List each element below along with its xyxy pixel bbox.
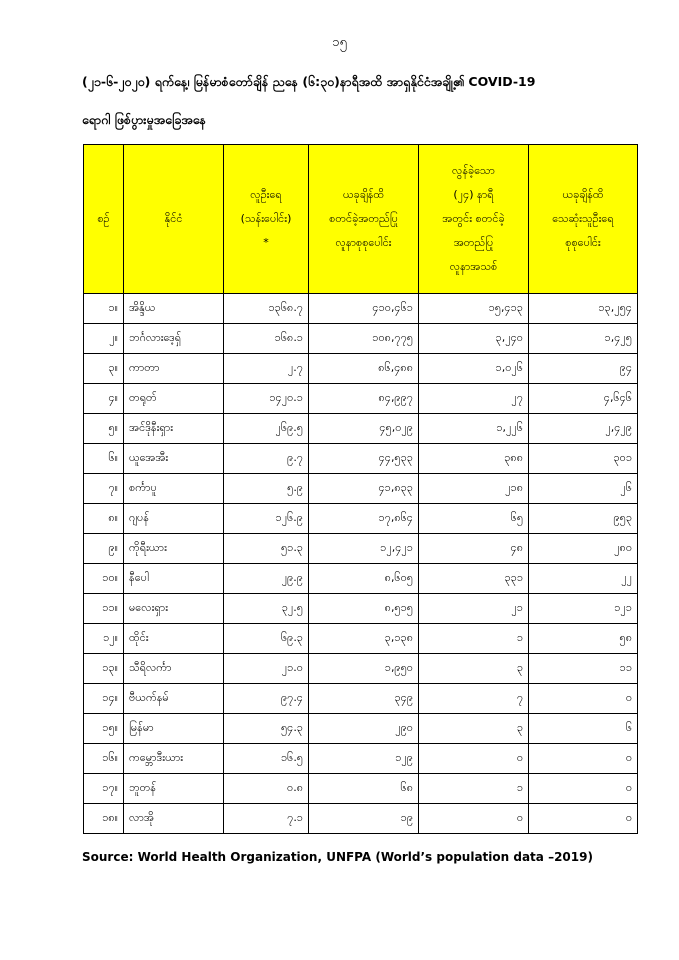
cell-serial-number: ၁၆။ xyxy=(84,744,124,774)
cell-country: ကမ္ဘောဒီးယား xyxy=(124,744,224,774)
cell-total-deaths: ၂၂ xyxy=(529,564,638,594)
cell-new-cases: ၄၈ xyxy=(419,534,529,564)
cell-population: ၁၄၂၀.၁ xyxy=(224,384,309,414)
cell-serial-number: ၉။ xyxy=(84,534,124,564)
cell-population: ၂၉.၉ xyxy=(224,564,309,594)
cell-population: ၂၁.၀ xyxy=(224,654,309,684)
table-row xyxy=(84,354,638,384)
cell-country: မြန်မာ xyxy=(124,714,224,744)
cell-serial-number: ၂။ xyxy=(84,324,124,354)
table-row xyxy=(84,564,638,594)
cell-total-confirmed: ၄၁၀,၄၆၁ xyxy=(309,294,419,324)
cell-country: ဘူတန် xyxy=(124,774,224,804)
cell-total-confirmed: ၈,၅၁၅ xyxy=(309,594,419,624)
cell-population: ၆၉.၃ xyxy=(224,624,309,654)
cell-total-deaths: ၉၄ xyxy=(529,354,638,384)
table-row xyxy=(84,444,638,474)
cell-total-confirmed: ၄၁,၈၃၃ xyxy=(309,474,419,504)
cell-new-cases: ၃၈၈ xyxy=(419,444,529,474)
cell-total-deaths: ၃၀၁ xyxy=(529,444,638,474)
cell-serial-number: ၁၃။ xyxy=(84,654,124,684)
cell-total-deaths: ၂,၄၂၉ xyxy=(529,414,638,444)
cell-new-cases: ၃,၂၄၀ xyxy=(419,324,529,354)
table-row xyxy=(84,414,638,444)
cell-new-cases: ၁,၀၂၆ xyxy=(419,354,529,384)
table-row xyxy=(84,504,638,534)
cell-total-confirmed: ၁,၉၅၀ xyxy=(309,654,419,684)
cell-new-cases: ၁ xyxy=(419,774,529,804)
cell-total-deaths: ၁၂၁ xyxy=(529,594,638,624)
cell-total-confirmed: ၂၉၀ xyxy=(309,714,419,744)
cell-serial-number: ၁။ xyxy=(84,294,124,324)
cell-total-confirmed: ၁၂,၄၂၁ xyxy=(309,534,419,564)
cell-country: အင်ဒိုနီးရှား xyxy=(124,414,224,444)
table-row xyxy=(84,474,638,504)
table-row xyxy=(84,714,638,744)
cell-total-deaths: ၉၅၃ xyxy=(529,504,638,534)
table-row xyxy=(84,684,638,714)
cell-total-confirmed: ၁၂၉ xyxy=(309,744,419,774)
header-population: လူဦးရေ (သန်းပေါင်း) * xyxy=(224,145,309,294)
cell-total-confirmed: ၁၇,၈၆၄ xyxy=(309,504,419,534)
table-row xyxy=(84,774,638,804)
cell-country: ထိုင်း xyxy=(124,624,224,654)
cell-serial-number: ၇။ xyxy=(84,474,124,504)
cell-population: ၂.၇ xyxy=(224,354,309,384)
cell-new-cases: ၆၅ xyxy=(419,504,529,534)
cell-new-cases: ၂၁၈ xyxy=(419,474,529,504)
cell-total-confirmed: ၈၆,၄၈၈ xyxy=(309,354,419,384)
table-row xyxy=(84,384,638,414)
heading-line-2: ရောဂါ ဖြစ်ပွားမှုအခြေအနေ xyxy=(82,112,206,127)
cell-total-deaths: ၁,၄၂၅ xyxy=(529,324,638,354)
cell-total-confirmed: ၁၀၈,၇၇၅ xyxy=(309,324,419,354)
header-total-confirmed: ယခုချိန်ထိ စတင်ခဲ့အတည်ပြု လူနာစုစုပေါင်း xyxy=(309,145,419,294)
cell-total-confirmed: ၈၄,၉၉၇ xyxy=(309,384,419,414)
cell-population: ၅၁.၃ xyxy=(224,534,309,564)
cell-country: ကိုရီးယား xyxy=(124,534,224,564)
cell-population: ၀.၈ xyxy=(224,774,309,804)
cell-country: ဂျပန် xyxy=(124,504,224,534)
cell-total-confirmed: ၄၄,၅၃၃ xyxy=(309,444,419,474)
table-row xyxy=(84,654,638,684)
cell-population: ၁၂၆.၉ xyxy=(224,504,309,534)
cell-population: ၁၆.၅ xyxy=(224,744,309,774)
source-note: Source: World Health Organization, UNFPA (World’s population data –2019) xyxy=(82,850,593,864)
cell-population: ၃၂.၅ xyxy=(224,594,309,624)
cell-new-cases: ၃၃၁ xyxy=(419,564,529,594)
cell-serial-number: ၁၇။ xyxy=(84,774,124,804)
cell-population: ၂၆၉.၅ xyxy=(224,414,309,444)
cell-total-confirmed: ၄၅,၀၂၉ xyxy=(309,414,419,444)
cell-population: ၅၄.၃ xyxy=(224,714,309,744)
cell-new-cases: ၂၁ xyxy=(419,594,529,624)
cell-new-cases: ၁,၂၂၆ xyxy=(419,414,529,444)
cell-total-deaths: ၁၁ xyxy=(529,654,638,684)
table-row xyxy=(84,294,638,324)
cell-population: ၁၃၆၈.၇ xyxy=(224,294,309,324)
cell-total-confirmed: ၁၉ xyxy=(309,804,419,834)
cell-total-deaths: ၂၆ xyxy=(529,474,638,504)
cell-total-deaths: ၁၃,၂၅၄ xyxy=(529,294,638,324)
cell-population: ၇.၁ xyxy=(224,804,309,834)
cell-population: ၁၆၈.၁ xyxy=(224,324,309,354)
cell-new-cases: ၇ xyxy=(419,684,529,714)
cell-population: ၉၇.၄ xyxy=(224,684,309,714)
table-row xyxy=(84,624,638,654)
cell-country: သီရိလင်္ကာ xyxy=(124,654,224,684)
cell-serial-number: ၅။ xyxy=(84,414,124,444)
table-body xyxy=(84,294,638,834)
cell-country: စင်္ကာပူ xyxy=(124,474,224,504)
cell-total-deaths: ၂၈၀ xyxy=(529,534,638,564)
cell-serial-number: ၁၁။ xyxy=(84,594,124,624)
cell-serial-number: ၁၈။ xyxy=(84,804,124,834)
header-total-deaths: ယခုချိန်ထိ သေဆုံးသူဦးရေ စုစုပေါင်း xyxy=(529,145,638,294)
cell-total-deaths: ၆ xyxy=(529,714,638,744)
header-country: နိုင်ငံ xyxy=(124,145,224,294)
cell-country: အိန္ဒိယ xyxy=(124,294,224,324)
header-serial-number: စဉ် xyxy=(84,145,124,294)
cell-total-deaths: ၀ xyxy=(529,744,638,774)
covid-asia-table xyxy=(83,144,638,834)
heading-line-1: (၂၁-၆-၂၀၂၀) ရက်နေ့၊ မြန်မာစံတော်ချိန် ညနေ (၆:၃၀)နာရီအထိ အာရှနိုင်ငံအချို့၏ COVID-19 xyxy=(82,74,536,89)
cell-new-cases: ၂၇ xyxy=(419,384,529,414)
cell-total-deaths: ၀ xyxy=(529,684,638,714)
cell-total-deaths: ၀ xyxy=(529,804,638,834)
cell-serial-number: ၁၂။ xyxy=(84,624,124,654)
table-row xyxy=(84,594,638,624)
cell-new-cases: ၃ xyxy=(419,654,529,684)
table-row xyxy=(84,804,638,834)
cell-serial-number: ၃။ xyxy=(84,354,124,384)
cell-country: ကာတာ xyxy=(124,354,224,384)
cell-new-cases: ၁၅,၄၁၃ xyxy=(419,294,529,324)
cell-total-confirmed: ၃၄၉ xyxy=(309,684,419,714)
header-new-cases-24h: လွန်ခဲ့သော (၂၄) နာရီ အတွင်း စတင်ခဲ့ အတည်ပြု လူနာအသစ် xyxy=(419,145,529,294)
cell-country: မလေးရှား xyxy=(124,594,224,624)
cell-country: ယူအေအီး xyxy=(124,444,224,474)
cell-total-confirmed: ၆၈ xyxy=(309,774,419,804)
cell-serial-number: ၁၅။ xyxy=(84,714,124,744)
table-row xyxy=(84,744,638,774)
cell-total-deaths: ၀ xyxy=(529,774,638,804)
table-row xyxy=(84,534,638,564)
cell-country: နီပေါ xyxy=(124,564,224,594)
cell-country: တရုတ် xyxy=(124,384,224,414)
cell-new-cases: ၀ xyxy=(419,744,529,774)
cell-country: ဘင်္ဂလားဒေ့ရှ် xyxy=(124,324,224,354)
cell-country: လာအို xyxy=(124,804,224,834)
cell-serial-number: ၁၀။ xyxy=(84,564,124,594)
cell-population: ၅.၉ xyxy=(224,474,309,504)
cell-country: ဗီယက်နမ် xyxy=(124,684,224,714)
cell-new-cases: ၃ xyxy=(419,714,529,744)
cell-total-confirmed: ၈,၆၀၅ xyxy=(309,564,419,594)
cell-new-cases: ၀ xyxy=(419,804,529,834)
cell-serial-number: ၄။ xyxy=(84,384,124,414)
cell-total-deaths: ၅၈ xyxy=(529,624,638,654)
page-number: ၁၅ xyxy=(332,35,347,50)
table-header-row xyxy=(84,145,638,294)
cell-new-cases: ၁ xyxy=(419,624,529,654)
cell-total-confirmed: ၃,၁၃၈ xyxy=(309,624,419,654)
cell-population: ၉.၇ xyxy=(224,444,309,474)
cell-serial-number: ၁၄။ xyxy=(84,684,124,714)
cell-serial-number: ၈။ xyxy=(84,504,124,534)
cell-serial-number: ၆။ xyxy=(84,444,124,474)
cell-total-deaths: ၄,၆၄၆ xyxy=(529,384,638,414)
table-row xyxy=(84,324,638,354)
